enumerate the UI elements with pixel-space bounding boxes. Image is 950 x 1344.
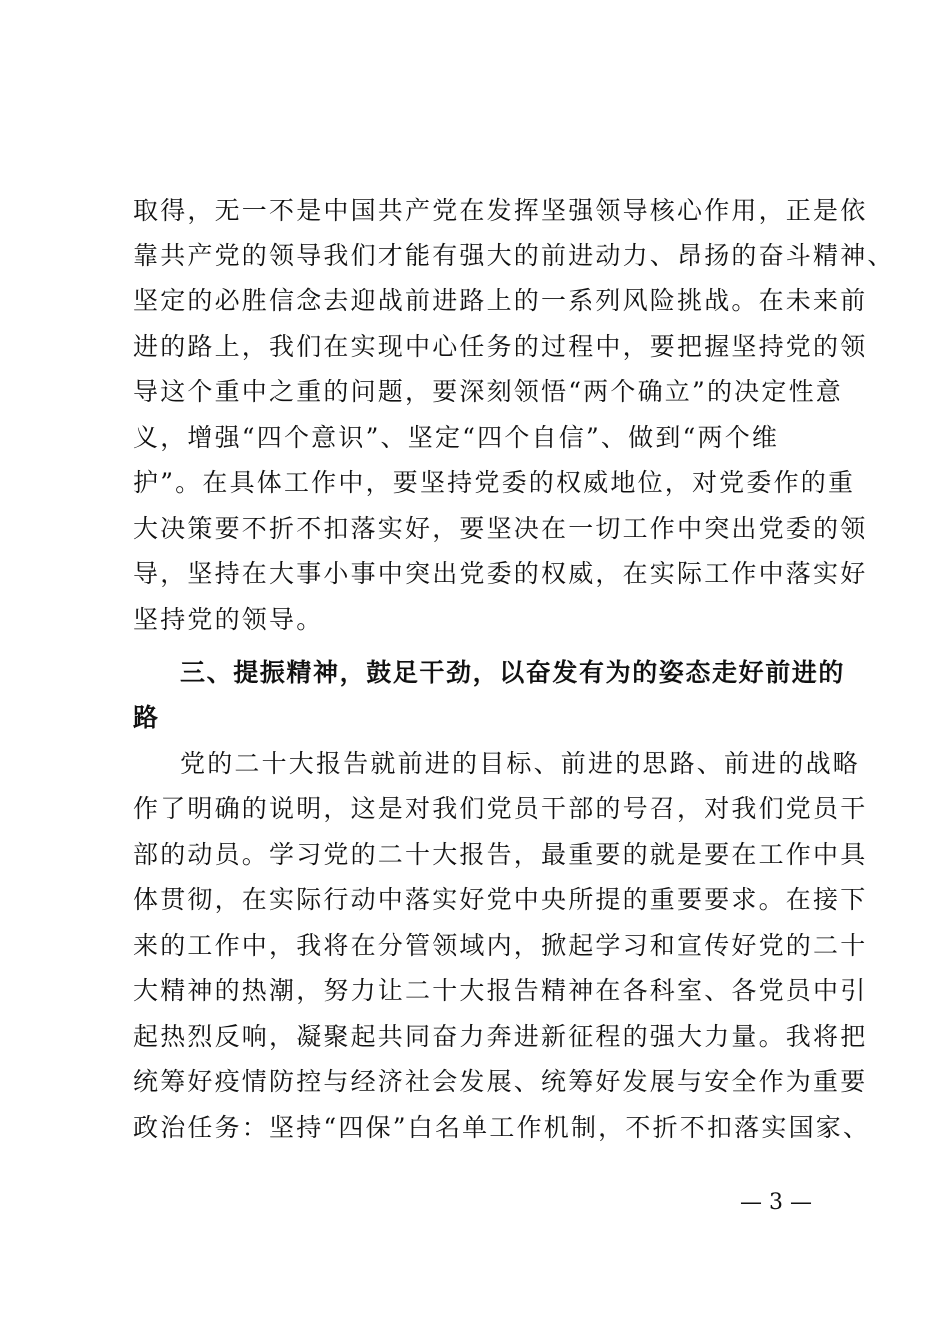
paragraph1-line-8: 大决策要不折不扣落实好，要坚决在一切工作中突出党委的领 <box>133 514 868 543</box>
paragraph1-line-2: 靠共产党的领导我们才能有强大的前进动力、昂扬的奋斗精神、 <box>133 241 895 270</box>
paragraph2-line-4: 体贯彻，在实际行动中落实好党中央所提的重要要求。在接下 <box>133 885 868 914</box>
paragraph1-line-9: 导，坚持在大事小事中突出党委的权威，在实际工作中落实好 <box>133 559 868 588</box>
paragraph2-line-2: 作了明确的说明，这是对我们党员干部的号召，对我们党员干 <box>133 794 868 823</box>
paragraph1-line-5: 导这个重中之重的问题，要深刻领悟“两个确立”的决定性意 <box>133 377 843 406</box>
paragraph1-line-3: 坚定的必胜信念去迎战前进路上的一系列风险挑战。在未来前 <box>133 286 868 315</box>
paragraph2-line-5: 来的工作中，我将在分管领域内，掀起学习和宣传好党的二十 <box>133 931 868 960</box>
paragraph2-line-1: 党的二十大报告就前进的目标、前进的思路、前进的战略 <box>180 749 861 778</box>
section-heading-line-2: 路 <box>133 703 160 732</box>
paragraph1-line-1: 取得，无一不是中国共产党在发挥坚强领导核心作用，正是依 <box>133 196 868 225</box>
paragraph1-line-10: 坚持党的领导。 <box>133 605 324 634</box>
paragraph2-line-8: 统筹好疫情防控与经济社会发展、统筹好发展与安全作为重要 <box>133 1067 868 1096</box>
paragraph1-line-7: 护”。在具体工作中，要坚持党委的权威地位，对党委作的重 <box>133 468 856 497</box>
paragraph1-line-4: 进的路上，我们在实现中心任务的过程中，要把握坚持党的领 <box>133 332 868 361</box>
paragraph2-line-6: 大精神的热潮，努力让二十大报告精神在各科室、各党员中引 <box>133 976 868 1005</box>
paragraph2-line-9: 政治任务：坚持“四保”白名单工作机制，不折不扣落实国家、 <box>133 1113 871 1142</box>
paragraph2-line-3: 部的动员。学习党的二十大报告，最重要的就是要在工作中具 <box>133 840 868 869</box>
page-number: — 3 — <box>740 1190 812 1215</box>
paragraph2-line-7: 起热烈反响，凝聚起共同奋力奔进新征程的强大力量。我将把 <box>133 1022 868 1051</box>
paragraph1-line-6: 义，增强“四个意识”、坚定“四个自信”、做到“两个维 <box>133 423 780 452</box>
section-heading-line-1: 三、提振精神，鼓足干劲，以奋发有为的姿态走好前进的 <box>180 658 846 687</box>
